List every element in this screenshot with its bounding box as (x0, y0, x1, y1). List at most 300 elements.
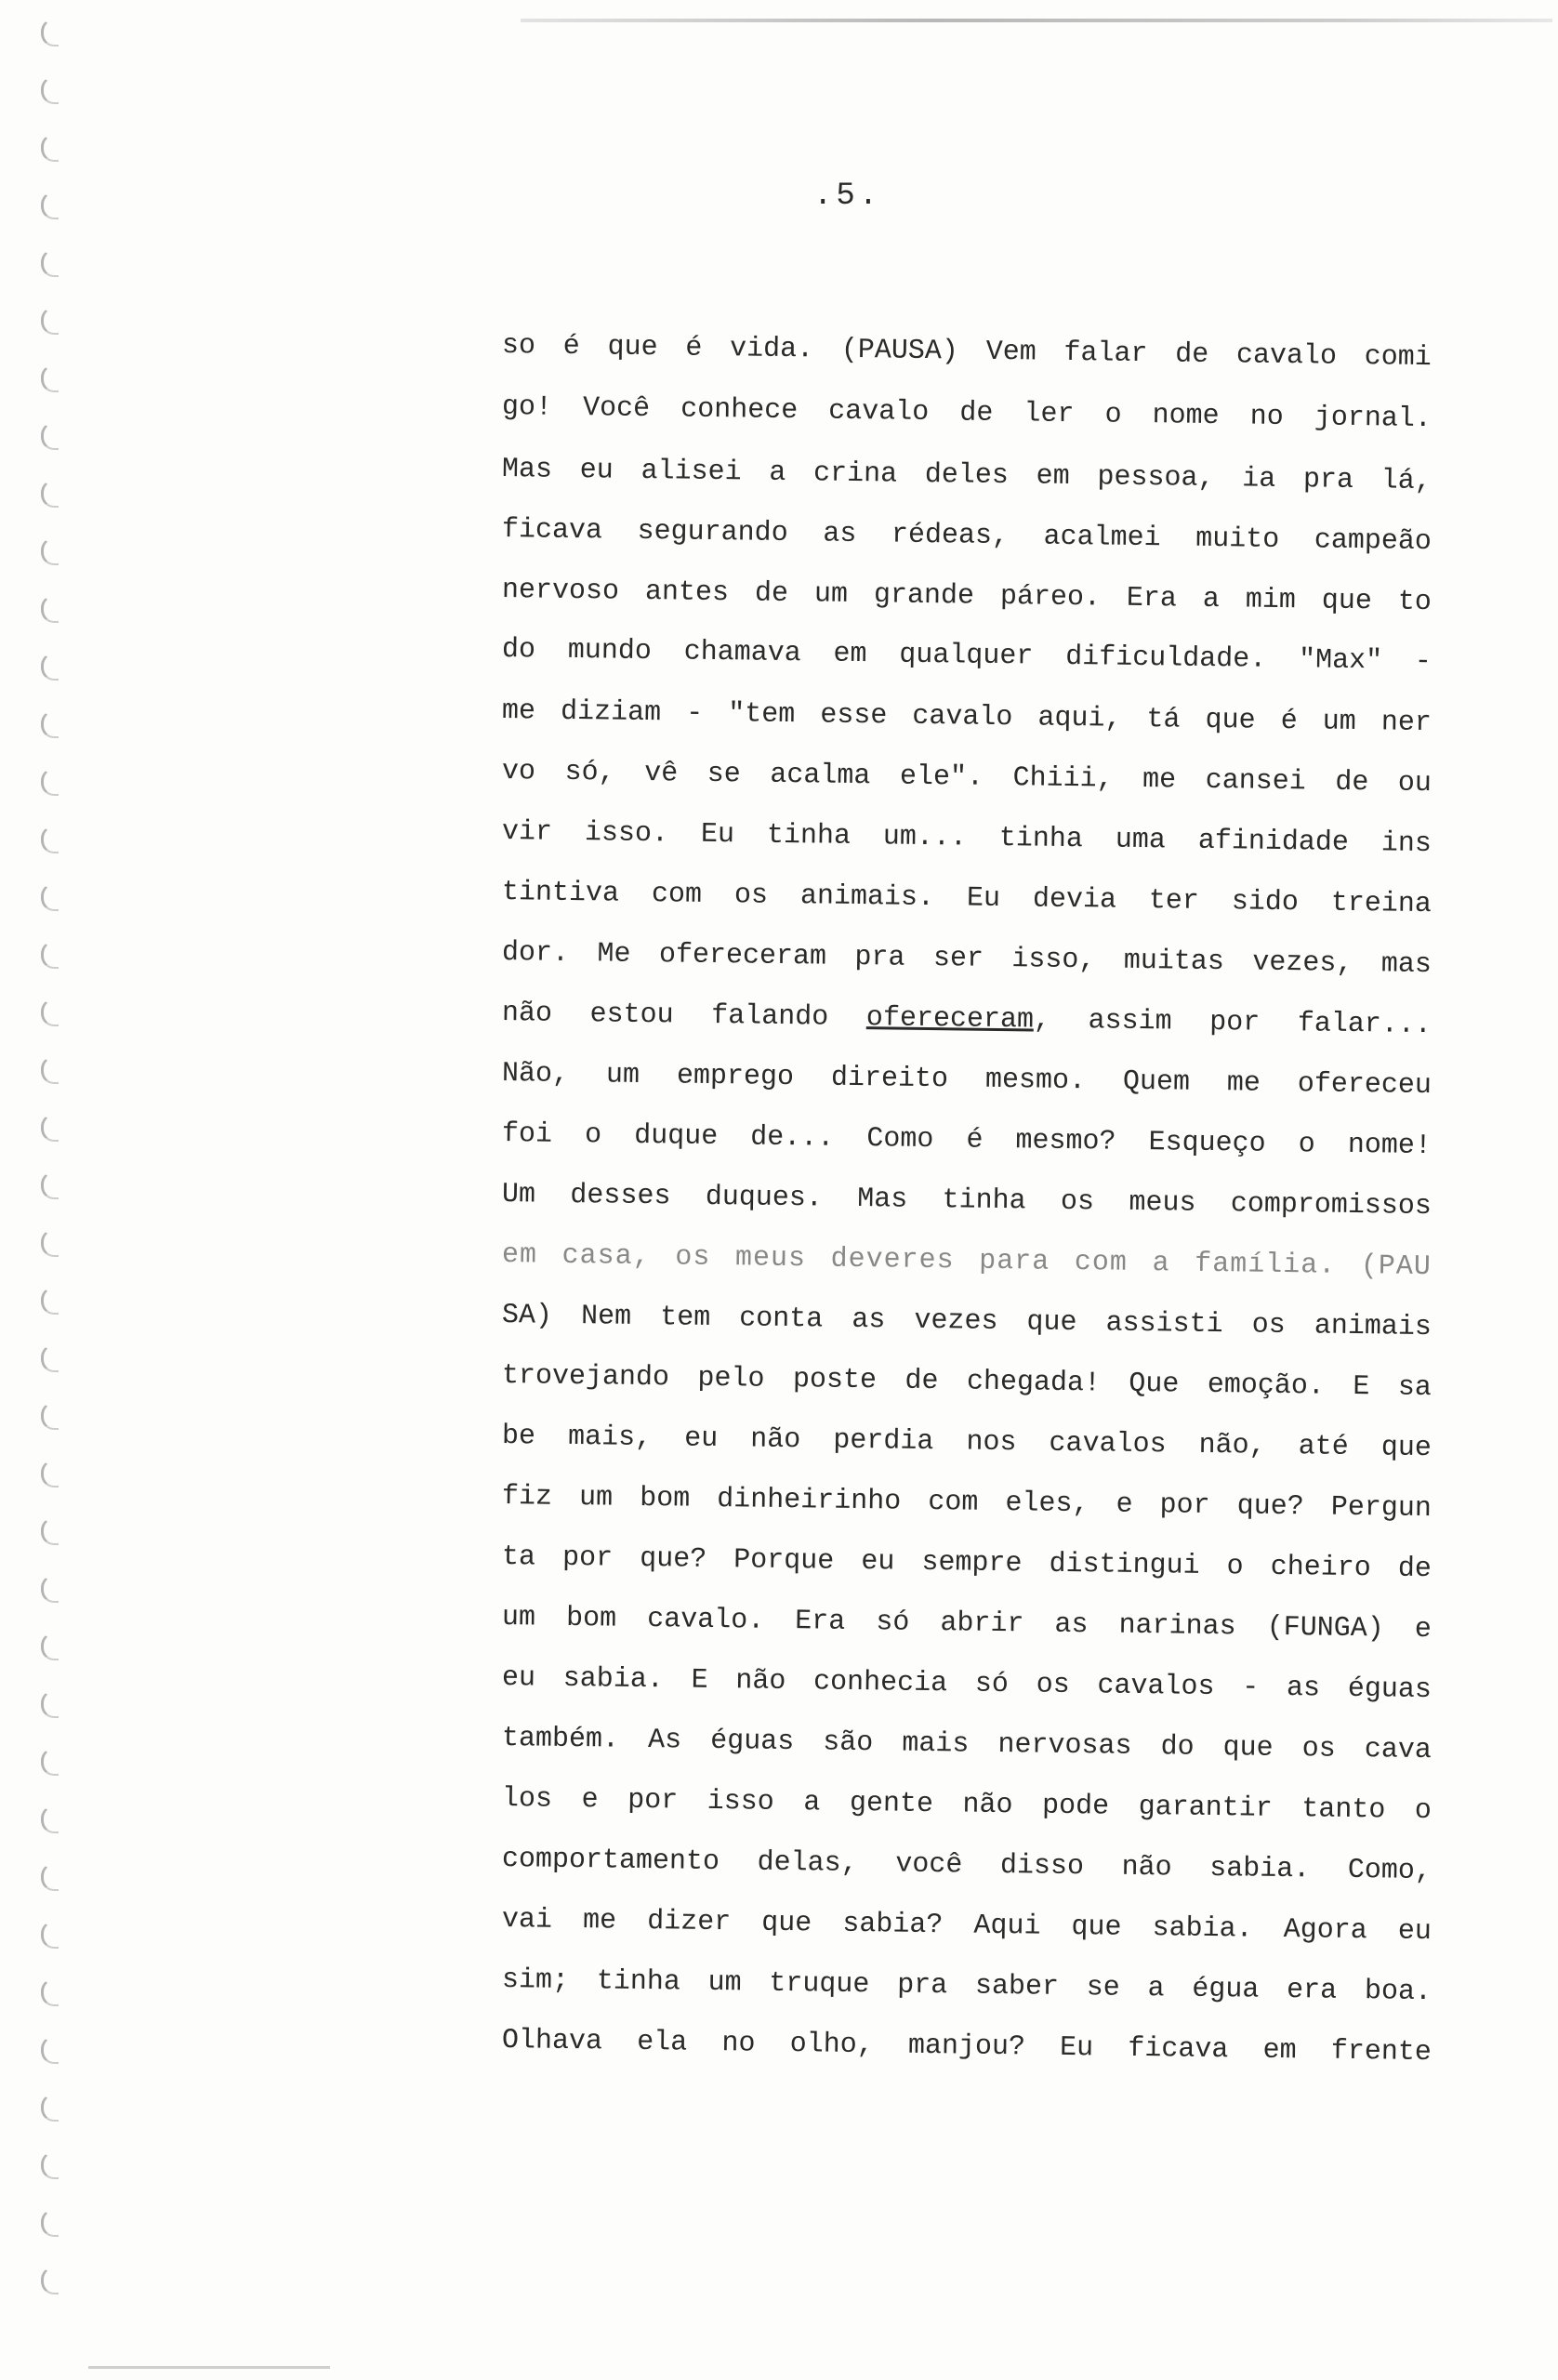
word: um (813, 578, 849, 611)
word: cavalo (1235, 339, 1338, 373)
word: (PAU (1360, 1250, 1433, 1284)
word: isso. (584, 817, 669, 851)
word: poste (792, 1364, 878, 1397)
word: só (876, 1606, 910, 1639)
text-line (502, 998, 1432, 1041)
word: acalmei (1043, 521, 1161, 555)
perforation-hole (41, 941, 59, 969)
word: nome! (1347, 1129, 1433, 1163)
word: assim (1088, 1005, 1172, 1038)
text-line (502, 937, 1432, 981)
word: por (1159, 1489, 1210, 1522)
word: nome (1152, 400, 1220, 433)
text-line (502, 1904, 1432, 1948)
word: de (959, 397, 994, 430)
page-top-edge (521, 19, 1552, 22)
word: Chiii, (1012, 762, 1114, 796)
word: Eu (966, 882, 1001, 916)
word: foi (501, 1118, 553, 1151)
word: família. (1194, 1248, 1337, 1282)
perforation-hole (41, 1978, 59, 2006)
word: um (707, 1966, 742, 2000)
word: a (1147, 1973, 1165, 2005)
word: aqui, (1037, 702, 1122, 735)
word: (PAUSA) (840, 334, 959, 368)
word: eu (683, 1422, 719, 1456)
word: as (852, 1303, 886, 1337)
word: são (823, 1726, 874, 1760)
word: que? (639, 1542, 707, 1576)
perforation-hole (41, 1056, 59, 1084)
word: nervoso (501, 575, 620, 608)
word: os (675, 1241, 711, 1274)
word: em (833, 638, 867, 671)
word: dinheirinho (717, 1484, 902, 1518)
word: cavalo (912, 700, 1013, 734)
word: no (1249, 401, 1284, 434)
text-line (502, 391, 1432, 435)
word: que (1026, 1306, 1077, 1340)
word: sa (1397, 1371, 1433, 1405)
text-line (502, 634, 1432, 678)
underlined-word: ofereceram (865, 1002, 1035, 1037)
text-line (502, 1421, 1432, 1464)
word: cavalo. (646, 1604, 765, 1637)
perforation-hole (41, 1863, 59, 1891)
word: conta (739, 1302, 824, 1336)
word: duque (633, 1119, 719, 1154)
word: E (1353, 1370, 1370, 1404)
word: do (1160, 1731, 1195, 1764)
word: se (1086, 1972, 1120, 2004)
word: só, (564, 756, 615, 789)
word: de... (750, 1121, 835, 1155)
word: "Max" (1298, 644, 1383, 678)
word: casa, (561, 1239, 651, 1274)
word: não, (1198, 1429, 1266, 1462)
perforation-hole (41, 1344, 59, 1372)
word: um (501, 1602, 536, 1634)
word: o (584, 1119, 602, 1152)
word: rédeas, (891, 519, 1010, 553)
word: pra (854, 941, 905, 974)
perforation-hole (41, 307, 59, 335)
perforation-hole (41, 710, 59, 738)
word: vai (501, 1904, 553, 1937)
perforation-hole (41, 192, 59, 219)
word: ofereceram (658, 939, 827, 973)
word: do (501, 634, 536, 667)
word: páreo. (999, 581, 1102, 615)
text-line (502, 1360, 1432, 1404)
word: nervosas (997, 1728, 1132, 1763)
word: assisti (1105, 1307, 1223, 1342)
word: para (979, 1245, 1050, 1278)
word: cavalos (1049, 1427, 1167, 1461)
word: pelo (697, 1362, 765, 1395)
word: me (501, 695, 536, 728)
word: Olhava (501, 2025, 603, 2058)
text-line (502, 1058, 1432, 1102)
word: a (803, 1787, 821, 1819)
word: deveres (830, 1243, 955, 1277)
perforation-hole (41, 1633, 59, 1660)
word: Como, (1347, 1854, 1433, 1888)
word: vir (501, 816, 553, 849)
word: tanto (1301, 1793, 1386, 1827)
word: pra (1302, 464, 1354, 496)
word: Era (1126, 582, 1178, 615)
word: - (685, 697, 704, 730)
word: E (691, 1664, 708, 1697)
word: esse (820, 699, 888, 733)
word: go! (501, 391, 553, 424)
perforation-hole (41, 76, 59, 104)
word: diziam (560, 695, 662, 730)
word: mais (902, 1727, 970, 1761)
word: vida. (729, 333, 814, 366)
word: que (1222, 1732, 1274, 1765)
word: os (733, 879, 769, 912)
word: de (1335, 766, 1369, 800)
word: bom (565, 1602, 617, 1635)
word: sim; (501, 1964, 570, 1997)
perforation-hole (41, 1517, 59, 1545)
perforation-hole (41, 595, 59, 623)
word: as (823, 518, 857, 550)
word: meus (734, 1242, 807, 1276)
text-line (502, 1541, 1432, 1585)
word: conhece (680, 393, 799, 428)
word: cansei (1205, 764, 1306, 799)
word: em (1262, 2034, 1297, 2068)
text-line (502, 1662, 1432, 1706)
word: distingui (1049, 1548, 1200, 1582)
perforation-hole (41, 1287, 59, 1315)
word: eu (579, 455, 614, 487)
word: pessoa, (1097, 461, 1215, 496)
word: de (1174, 338, 1209, 371)
word: Que (1129, 1368, 1180, 1401)
word: as (1054, 1608, 1089, 1642)
word: é (562, 330, 581, 364)
word: Eu (1059, 2031, 1094, 2065)
word: devia (1032, 883, 1117, 917)
word: chegada! (966, 1366, 1102, 1400)
word: eles, (1005, 1488, 1089, 1521)
word: falar... (1297, 1008, 1433, 1042)
word: Eu (700, 818, 735, 852)
word: comi (1364, 341, 1432, 375)
word: tintiva (501, 877, 620, 910)
word: mundo (567, 634, 653, 668)
word: Um (501, 1179, 536, 1211)
word: que (1071, 1911, 1122, 1944)
word: ou (1397, 767, 1433, 800)
word: ler (1023, 398, 1075, 431)
word: só (974, 1668, 1010, 1701)
word: estou (589, 998, 674, 1032)
page-number: .5. (813, 178, 882, 214)
word: abrir (940, 1607, 1024, 1641)
word: em (1036, 460, 1070, 493)
word: chamava (683, 636, 801, 670)
word: Você (582, 392, 651, 426)
word: eu (501, 1662, 536, 1695)
word: Aqui (973, 1910, 1041, 1943)
word: isso (706, 1785, 774, 1818)
word: por (561, 1541, 614, 1575)
text-line (502, 1723, 1432, 1766)
perforation-hole (41, 2036, 59, 2064)
word: frente (1330, 2035, 1433, 2069)
text-line (502, 695, 1432, 739)
word: narinas (1118, 1609, 1236, 1644)
word: tinha (942, 1184, 1026, 1218)
word: grande (873, 579, 975, 613)
word: um... (882, 821, 968, 854)
word: o (1104, 399, 1122, 431)
word: de (754, 577, 789, 611)
word: e (581, 1784, 599, 1817)
word: delas, (757, 1846, 858, 1881)
word: e (1414, 1613, 1433, 1646)
text-line (502, 2025, 1432, 2069)
word: As (647, 1725, 682, 1757)
word: eu (861, 1546, 895, 1579)
perforation-hole (41, 134, 59, 162)
word: ele". (899, 760, 984, 794)
word: a (1202, 583, 1221, 616)
word: de (1397, 1553, 1433, 1586)
word: um (578, 1482, 614, 1514)
word: Esqueço (1148, 1127, 1266, 1160)
word: os (1036, 1669, 1070, 1701)
perforation-hole (41, 1748, 59, 1776)
word: acalma (770, 759, 871, 793)
word: emoção. (1207, 1368, 1326, 1403)
word: SA) (501, 1300, 553, 1332)
word: Me (597, 938, 631, 971)
perforation-hole (41, 998, 59, 1026)
binder-perforation (28, 19, 84, 2343)
word: não (501, 998, 553, 1030)
word: ficava (501, 514, 603, 548)
word: que? (1236, 1490, 1304, 1524)
text-line (502, 1118, 1432, 1162)
word: treina (1330, 887, 1433, 921)
word: com (651, 879, 703, 911)
word: eu (1397, 1915, 1433, 1949)
word: crina (812, 457, 898, 491)
word: uma (1115, 824, 1167, 857)
word: isso, (1011, 944, 1096, 977)
word: ins (1380, 827, 1433, 861)
word: - (1414, 645, 1433, 679)
text-line (502, 1179, 1432, 1223)
word: ofereceram, (865, 1002, 1051, 1037)
word: muito (1195, 522, 1280, 556)
word: Agora (1283, 1914, 1367, 1948)
word: um (1322, 706, 1356, 739)
word: que (1205, 704, 1256, 737)
word: trovejando (501, 1360, 670, 1395)
word: e (1116, 1488, 1133, 1521)
text-line (502, 1602, 1432, 1646)
word: fiz (501, 1481, 553, 1514)
perforation-hole (41, 480, 59, 508)
perforation-hole (41, 1460, 59, 1488)
word: direito (830, 1062, 949, 1096)
word: a (769, 456, 786, 489)
word: afinidade (1197, 825, 1350, 859)
text-line (502, 330, 1432, 374)
word: deles (924, 458, 1010, 493)
text-line (502, 816, 1432, 860)
word: um (605, 1059, 640, 1091)
word: cava (1364, 1734, 1433, 1767)
word: nos (966, 1426, 1017, 1460)
word: manjou? (907, 2030, 1026, 2064)
text-line (502, 1481, 1432, 1525)
word: mesmo? (1015, 1125, 1116, 1158)
perforation-hole (41, 1171, 59, 1199)
word: qualquer (899, 639, 1034, 673)
page-bottom-edge (88, 2366, 330, 2369)
word: mesmo. (984, 1064, 1087, 1098)
word: ia (1241, 463, 1276, 496)
word: jornal. (1314, 402, 1433, 436)
word: to (1397, 586, 1433, 619)
word: não (750, 1423, 801, 1457)
word: que (1321, 585, 1373, 618)
text-line (502, 756, 1432, 800)
word: saber (974, 1970, 1060, 2003)
word: antes (644, 576, 730, 610)
word: pra (896, 1969, 948, 2003)
word: ter (1148, 885, 1200, 918)
text-line (502, 1783, 1432, 1827)
word: tá (1146, 704, 1181, 736)
word: dor. (501, 937, 570, 970)
word: não (735, 1665, 786, 1698)
word: animais. (799, 880, 935, 915)
word: sabia. (1152, 1912, 1253, 1946)
word: Quem (1122, 1065, 1191, 1099)
perforation-hole (41, 2209, 59, 2237)
word: conhecia (812, 1666, 948, 1700)
perforation-hole (41, 826, 59, 853)
word: sabia. (1208, 1852, 1311, 1886)
word: cavalos (1097, 1670, 1215, 1704)
perforation-hole (41, 1402, 59, 1430)
word: "tem (728, 698, 796, 732)
perforation-hole (41, 1575, 59, 1603)
word: dizer (646, 1906, 732, 1939)
word: éguas (709, 1725, 795, 1759)
word: que (1380, 1432, 1433, 1465)
word: pode (1041, 1790, 1110, 1823)
word: falando (711, 999, 829, 1034)
word: o (1298, 1129, 1315, 1161)
perforation-hole (41, 422, 59, 450)
word: Nem (580, 1301, 632, 1333)
perforation-hole (41, 2094, 59, 2122)
word: boa. (1364, 1976, 1433, 2009)
text-line (502, 454, 1432, 497)
word: Mas (856, 1183, 908, 1216)
word: dificuldade. (1064, 641, 1267, 676)
perforation-hole (41, 2267, 59, 2294)
word: - (1242, 1672, 1260, 1704)
word: com (1074, 1247, 1129, 1279)
word: comportamento (501, 1844, 720, 1879)
word: meus (1129, 1186, 1196, 1220)
word: muitas (1123, 945, 1225, 979)
word: sabia? (842, 1908, 944, 1942)
word: égua (1192, 1973, 1260, 2006)
word: é (966, 1124, 984, 1157)
perforation-hole (41, 537, 59, 565)
word: compromissos (1230, 1188, 1433, 1223)
word: cavalo (828, 395, 930, 430)
word: Pergun (1330, 1491, 1433, 1526)
word: Era (795, 1606, 846, 1638)
word: Como (866, 1123, 934, 1157)
word: los (501, 1783, 553, 1816)
word: truque (769, 1967, 870, 2002)
word: me (1226, 1067, 1261, 1100)
word: cheiro (1270, 1551, 1371, 1585)
perforation-hole (41, 653, 59, 681)
word: vezes (914, 1304, 998, 1338)
word: emprego (676, 1060, 795, 1094)
text-line (502, 877, 1432, 920)
word: ficava (1128, 2032, 1229, 2067)
word: ner (1380, 707, 1433, 740)
word: não (962, 1789, 1013, 1822)
text-line (502, 575, 1432, 618)
word: ta (501, 1541, 536, 1574)
word: ofereceu (1297, 1068, 1433, 1103)
word: com (928, 1487, 979, 1519)
word: era (1286, 1975, 1338, 2007)
word: gente (849, 1787, 934, 1821)
perforation-hole (41, 768, 59, 796)
word: até (1298, 1431, 1349, 1463)
word: segurando (637, 515, 788, 550)
word: mas (1380, 948, 1433, 982)
word: também. (501, 1723, 620, 1756)
word: o (1414, 1794, 1433, 1828)
word: tem (659, 1302, 711, 1334)
word: Não, (501, 1058, 570, 1091)
word: be (501, 1421, 536, 1453)
word: no (721, 2028, 756, 2060)
word: sempre (921, 1546, 1023, 1580)
word: éguas (1347, 1673, 1433, 1707)
perforation-hole (41, 364, 59, 392)
word: sabia. (562, 1662, 665, 1697)
word: é (685, 332, 703, 364)
word: Mas (501, 454, 553, 486)
perforation-hole (41, 2151, 59, 2179)
word: vezes, (1252, 946, 1353, 980)
word: vê (643, 758, 679, 790)
perforation-hole (41, 249, 59, 277)
word: (FUNGA) (1266, 1611, 1384, 1646)
word: Porque (733, 1544, 835, 1578)
